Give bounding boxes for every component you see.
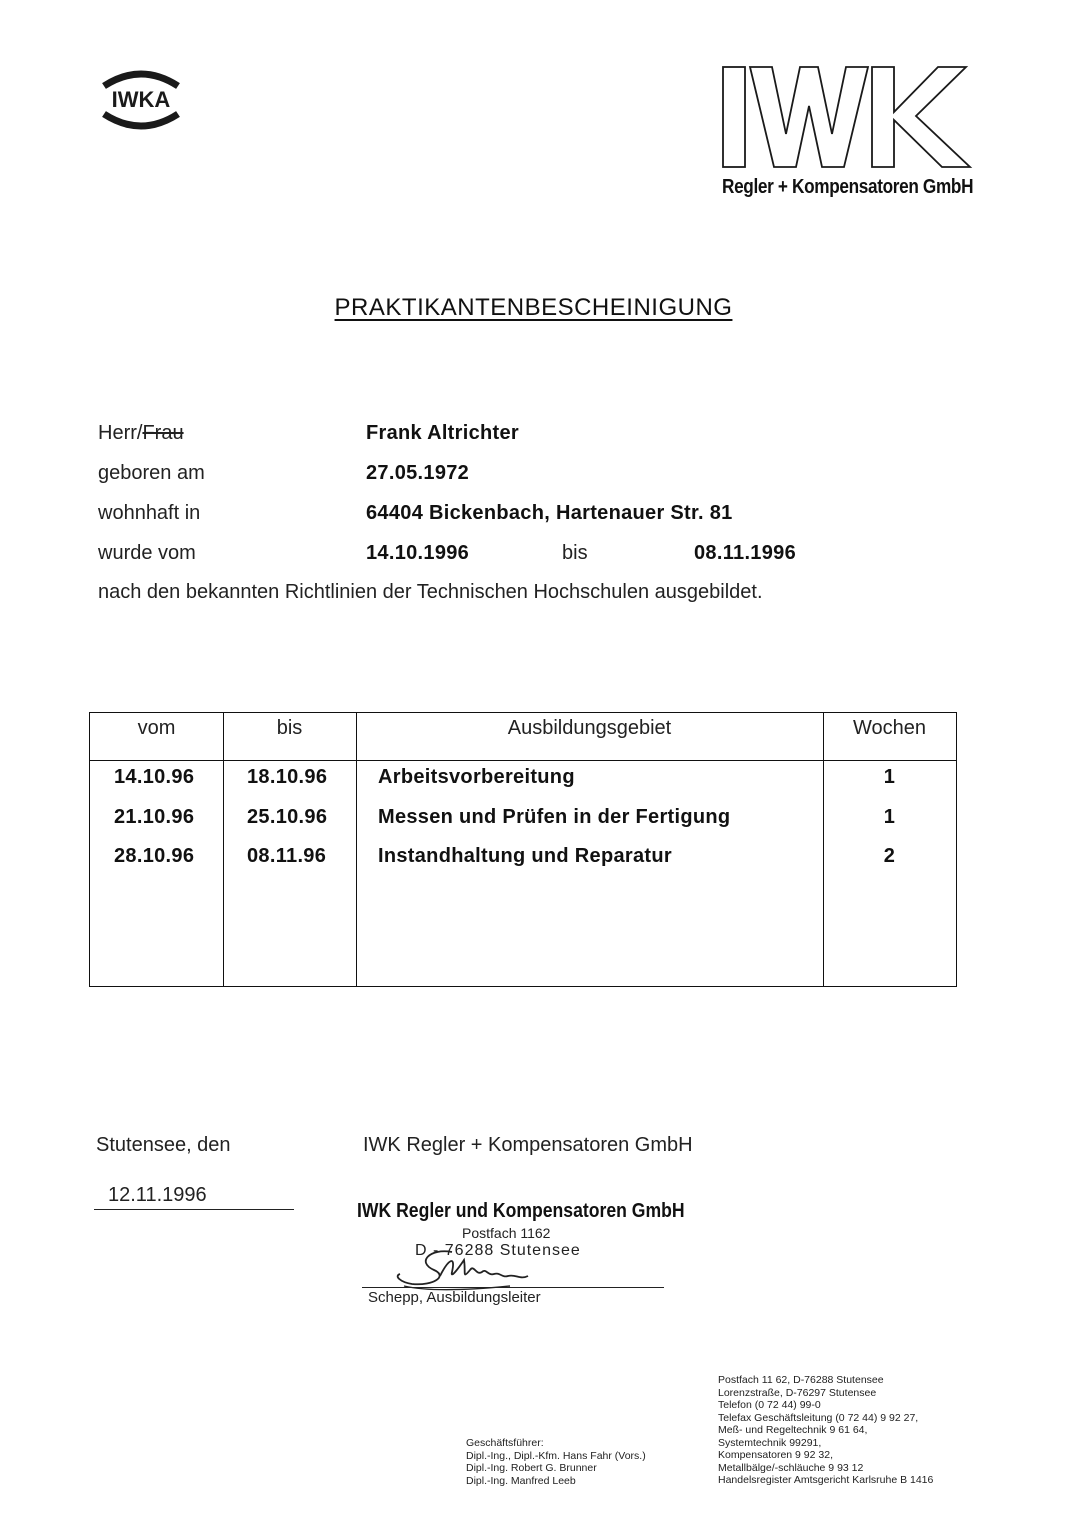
place-label: Stutensee, den [96,1134,231,1156]
contact-line: Telefon (0 72 44) 99-0 [718,1399,821,1411]
iwk-logo-text: IWK [720,64,722,65]
stamp-postfach: Postfach 1162 [462,1225,551,1241]
iwka-logo-text: IWKA [111,87,171,112]
contact-line: Systemtechnik 99291, [718,1436,822,1449]
contact-line: Metallbälge/-schläuche 9 93 12 [718,1461,864,1474]
contact-line: Handelsregister Amtsgericht Karlsruhe B 1416 [718,1474,934,1486]
period-between: bis [562,542,588,564]
table-row-1-to: 18.10.96 [247,766,328,788]
residence-value: 64404 Bickenbach, Hartenauer Str. 81 [366,502,733,524]
table-row-2-to: 25.10.96 [247,806,328,828]
born-label: geboren am [98,462,205,484]
issue-date: 12.11.1996 [108,1184,207,1206]
salutation-label [98,422,184,445]
person-name: Frank Altrichter [366,422,519,444]
table-row-3-from: 28.10.96 [114,845,195,867]
table-row-2-from: 21.10.96 [114,806,195,828]
contact-line: Postfach 11 62, D-76288 Stutensee [718,1374,884,1386]
company-line: IWK Regler + Kompensatoren GmbH [363,1134,693,1156]
table-row-2-area: Messen und Prüfen in der Fertigung [378,806,731,828]
contact-block [718,1374,933,1487]
period-from: 14.10.1996 [366,542,470,564]
contact-line: Telefax Geschäftsleitung (0 72 44) 9 92 27, [718,1411,919,1424]
iwk-logo [720,64,1000,174]
iwka-logo [98,66,184,134]
table-header-weeks: Wochen [852,717,926,739]
table-row-1-from: 14.10.96 [114,766,195,788]
born-value: 27.05.1972 [366,462,470,484]
stamp-city: D - 76288 Stutensee [415,1242,581,1259]
residence-label: wohnhaft in [98,502,201,524]
document-title: PRAKTIKANTENBESCHEINIGUNG [334,294,733,321]
training-table [89,712,957,987]
table-header-from: vom [137,717,176,739]
table-divider [223,713,224,986]
table-row-2-weeks: 1 [883,806,896,828]
table-header-area: Ausbildungsgebiet [507,717,672,739]
period-to: 08.11.1996 [694,542,796,564]
signature-line [362,1287,664,1288]
management-heading: Geschäftsführer: [466,1437,544,1449]
table-row-3-weeks: 2 [883,845,896,867]
signer-name: Schepp, Ausbildungsleiter [368,1289,541,1306]
salutation-frau-struck: Frau [142,422,184,444]
management-line: Dipl.-Ing. Manfred Leeb [466,1474,576,1487]
contact-line: Meß- und Regeltechnik 9 61 64, [718,1424,868,1436]
management-block [466,1437,646,1487]
stamp-company: IWK Regler und Kompensatoren GmbH [357,1200,685,1222]
iwk-tagline: Regler + Kompensatoren GmbH [722,176,974,198]
table-divider [356,713,357,986]
period-label: wurde vom [98,542,196,564]
table-row-1-weeks: 1 [883,766,896,788]
management-line: Dipl.-Ing., Dipl.-Kfm. Hans Fahr (Vors.) [466,1449,646,1462]
salutation-herr: Herr/ [98,422,143,444]
table-header-divider [90,760,956,761]
management-line: Dipl.-Ing. Robert G. Brunner [466,1462,597,1474]
date-underline [94,1209,294,1210]
table-row-3-area: Instandhaltung und Reparatur [378,845,672,867]
statement-text: nach den bekannten Richtlinien der Technischen Hochschulen ausgebildet. [98,581,763,603]
table-row-3-to: 08.11.96 [247,845,327,867]
table-row-1-area: Arbeitsvorbereitung [378,766,575,788]
contact-line: Kompensatoren 9 92 32, [718,1449,833,1461]
contact-line: Lorenzstraße, D-76297 Stutensee [718,1386,877,1399]
table-header-to: bis [276,717,303,739]
